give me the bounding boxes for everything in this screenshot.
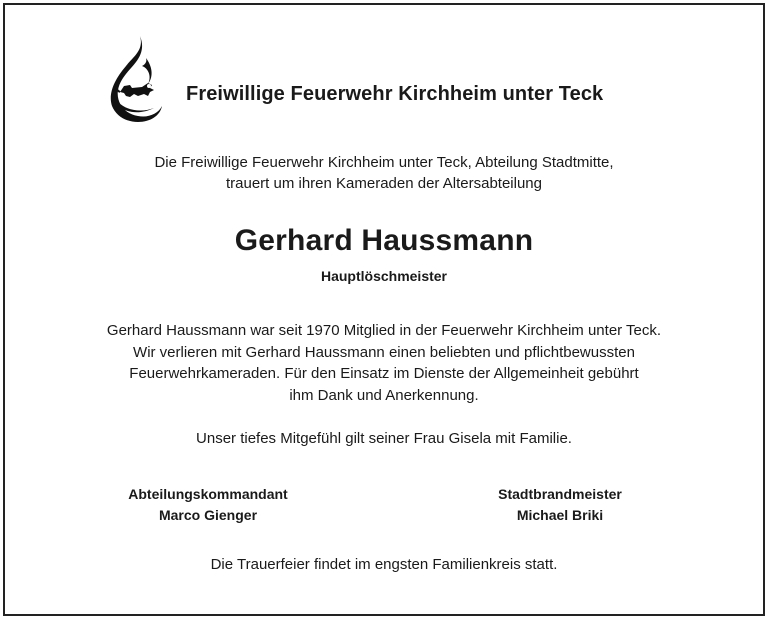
tribute-line: Gerhard Haussmann war seit 1970 Mitglied in der Feuerwehr Kirchheim unter Teck. [106,322,662,339]
signature-left [78,484,338,526]
tribute-line: ihm Dank und Anerkennung. [289,386,479,404]
deceased-name: Gerhard Haussmann [234,224,534,257]
intro-line: trauert um ihren Kameraden der Altersabteilung [225,175,542,192]
tribute-text [0,320,768,406]
condolence-text: Unser tiefes Mitgefühl gilt seiner Frau Gisela mit Familie. [196,430,572,447]
signature-title: Abteilungskommandant [128,486,288,502]
deceased-rank: Hauptlöschmeister [320,268,448,284]
signature-title: Stadtbrandmeister [498,486,622,502]
organization-name: Freiwillige Feuerwehr Kirchheim unter Teck [186,83,604,105]
funeral-note: Die Trauerfeier findet im engsten Familienkreis statt. [210,556,558,573]
signature-right [430,484,690,526]
signature-name: Michael Briki [516,507,604,523]
tribute-line: Feuerwehrkameraden. Für den Einsatz im Dienste der Allgemeinheit gebührt [129,365,639,382]
intro-line: Die Freiwillige Feuerwehr Kirchheim unter Teck, Abteilung Stadtmitte, [154,154,614,171]
fire-brigade-flame-lion-icon [104,36,164,124]
tribute-line: Wir verlieren mit Gerhard Haussmann einen beliebten und pflichtbewussten [133,343,635,361]
intro-text [0,152,768,194]
signature-name: Marco Gienger [158,507,258,523]
